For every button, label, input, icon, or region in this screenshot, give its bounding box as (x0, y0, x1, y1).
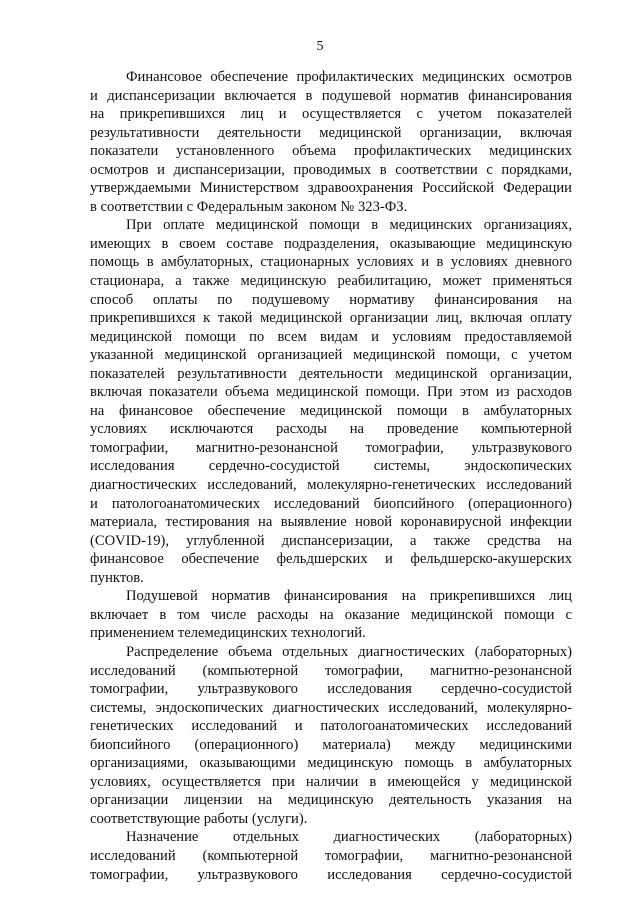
text-line: финансовое обеспечение фельдшерских и фельдшерско-акушерских (90, 551, 572, 568)
text-line: исследований (компьютерной томографии, магнитно-резонансной (90, 847, 572, 864)
text-line: Подушевой норматив финансирования на прикрепившихся лиц (126, 588, 572, 605)
text-line: условиях исключаются расходы на проведение компьютерной (90, 421, 572, 438)
text-line: медицинской помощи по всем видам и условиям предоставляемой (90, 328, 572, 345)
text-line: При оплате медицинской помощи в медицинских организациях, (126, 217, 572, 234)
text-line: Распределение объема отдельных диагностических (лабораторных) (126, 643, 572, 660)
paragraph-preventive-checkups (90, 68, 572, 216)
text-line: показателей результативности деятельности медицинской организации, (90, 365, 572, 382)
text-line: организации лицензии на медицинскую деятельность указания на (90, 792, 572, 809)
text-line: на финансовое обеспечение медицинской помощи в амбулаторных (90, 402, 572, 419)
text-line: томографии, ультразвукового исследования сердечно-сосудистой (90, 681, 572, 698)
text-line: исследований (компьютерной томографии, магнитно-резонансной (90, 662, 572, 679)
text-line: пунктов. (90, 569, 144, 586)
paragraph-payment-per-capita (90, 216, 572, 587)
text-line: стационара, а также медицинскую реабилитацию, может применяться (90, 273, 572, 290)
text-line: томографии, магнитно-резонансной томографии, ультразвукового (90, 439, 572, 456)
text-line: организациями, оказывающими медицинскую помощь в амбулаторных (90, 755, 572, 772)
text-line: на прикрепившихся лиц и осуществляется с учетом показателей (90, 106, 572, 123)
text-line: в соответствии с Федеральным законом № 323-ФЗ. (90, 198, 408, 215)
text-line: включая показатели объема медицинской помощи. При этом из расходов (90, 384, 572, 401)
text-line: соответствующие работы (услуги). (90, 810, 308, 827)
text-line: Назначение отдельных диагностических (лабораторных) (126, 829, 572, 846)
text-line: способ оплаты по подушевому нормативу финансирования на (90, 291, 572, 308)
text-line: и диспансеризации включается в подушевой норматив финансирования (90, 87, 572, 104)
text-line: прикрепившихся к такой медицинской организации лиц, включая оплату (90, 310, 572, 327)
text-line: условиях, осуществляется при наличии в имеющейся у медицинской (90, 773, 572, 790)
text-line: указанной медицинской организацией медицинской помощи, с учетом (90, 347, 572, 364)
text-line: включает в том числе расходы на оказание медицинской помощи с (90, 606, 572, 623)
text-line: помощь в амбулаторных, стационарных условиях и в условиях дневного (90, 254, 572, 271)
text-line: Финансовое обеспечение профилактических медицинских осмотров (126, 69, 572, 85)
text-line: результативности деятельности медицинской организации, включая (90, 124, 572, 141)
text-line: утверждаемыми Министерством здравоохранения Российской Федерации (90, 180, 572, 197)
text-line: томографии, ультразвукового исследования сердечно-сосудистой (90, 866, 572, 883)
text-line: применением телемедицинских технологий. (90, 625, 366, 642)
text-line: имеющих в своем составе подразделения, оказывающие медицинскую (90, 235, 572, 252)
text-line: показатели установленного объема профилактических медицинских (90, 143, 572, 160)
text-line: генетических исследований и патологоанатомических исследований (90, 718, 572, 735)
page-number: 5 (316, 39, 324, 54)
text-line: системы, эндоскопических диагностических исследований, молекулярно- (90, 699, 572, 716)
text-line: диагностических исследований, молекулярно-генетических исследований (90, 477, 572, 494)
paragraph-distribution-of-volume (90, 643, 572, 828)
text-line: материала, тестирования на выявление новой коронавирусной инфекции (90, 514, 572, 531)
body-text (90, 68, 572, 884)
paragraph-telemedicine (90, 587, 572, 643)
text-line: исследования сердечно-сосудистой системы, эндоскопических (90, 458, 572, 475)
text-line: осмотров и диспансеризации, проводимых в соответствии с порядками, (90, 161, 572, 178)
text-line: и патологоанатомических исследований биопсийного (операционного) (90, 495, 572, 512)
text-line: биопсийного (операционного) материала) между медицинскими (90, 736, 572, 753)
paragraph-assignment (90, 828, 572, 884)
text-line: (COVID-19), углубленной диспансеризации, а также средства на (90, 532, 572, 549)
